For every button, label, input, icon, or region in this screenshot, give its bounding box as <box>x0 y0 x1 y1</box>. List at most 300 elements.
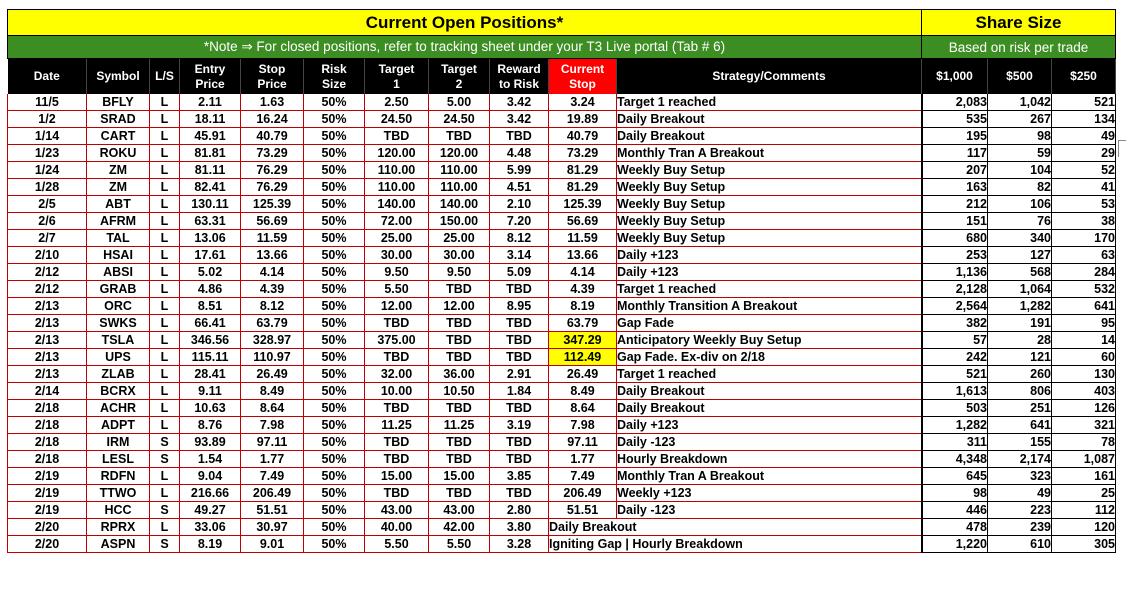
cell-ls: S <box>150 536 180 553</box>
cell-stop-price: 4.14 <box>241 264 304 281</box>
cell-target-2: 140.00 <box>429 196 490 213</box>
cell-size-500: 340 <box>988 230 1052 247</box>
cell-target-1: 9.50 <box>365 264 429 281</box>
cell-current-stop: 8.19 <box>549 298 617 315</box>
cell-symbol: GRAB <box>87 281 150 298</box>
cell-size-1000: 645 <box>922 468 988 485</box>
table-row <box>8 162 1116 179</box>
cell-date: 2/13 <box>8 366 87 383</box>
cell-reward-to-risk: 3.14 <box>490 247 549 264</box>
cell-target-2: 110.00 <box>429 179 490 196</box>
cell-reward-to-risk: 2.91 <box>490 366 549 383</box>
cell-stop-price: 8.12 <box>241 298 304 315</box>
cell-size-500: 106 <box>988 196 1052 213</box>
cell-size-250: 130 <box>1052 366 1116 383</box>
cell-target-2: 11.25 <box>429 417 490 434</box>
cell-target-2: TBD <box>429 281 490 298</box>
table-row <box>8 264 1116 281</box>
cell-current-stop: 26.49 <box>549 366 617 383</box>
cell-target-1: 43.00 <box>365 502 429 519</box>
cell-size-500: 806 <box>988 383 1052 400</box>
cell-risk-size: 50% <box>304 281 365 298</box>
cell-stop-price: 51.51 <box>241 502 304 519</box>
cell-size-1000: 212 <box>922 196 988 213</box>
cell-current-stop: 347.29 <box>549 332 617 349</box>
cell-reward-to-risk: 3.80 <box>490 519 549 536</box>
cell-strategy: Daily +123 <box>617 417 922 434</box>
header-t2-line1: Target <box>441 61 477 76</box>
cell-target-1: 25.00 <box>365 230 429 247</box>
cell-symbol: SRAD <box>87 111 150 128</box>
cell-size-500: 251 <box>988 400 1052 417</box>
cell-size-250: 161 <box>1052 468 1116 485</box>
cell-current-stop: 7.49 <box>549 468 617 485</box>
cell-strategy: Monthly Transition A Breakout <box>617 298 922 315</box>
cell-size-1000: 521 <box>922 366 988 383</box>
cell-entry-price: 8.76 <box>180 417 241 434</box>
cell-reward-to-risk: 5.09 <box>490 264 549 281</box>
cell-symbol: ASPN <box>87 536 150 553</box>
cell-reward-to-risk: 8.12 <box>490 230 549 247</box>
cell-size-1000: 117 <box>922 145 988 162</box>
cell-entry-price: 63.31 <box>180 213 241 230</box>
share-size-title: Share Size <box>922 10 1116 36</box>
cell-date: 2/7 <box>8 230 87 247</box>
cell-entry-price: 93.89 <box>180 434 241 451</box>
cell-size-250: 29 <box>1052 145 1116 162</box>
cell-size-1000: 163 <box>922 179 988 196</box>
header-stop-price <box>241 59 304 95</box>
cell-current-stop: 19.89 <box>549 111 617 128</box>
cell-strategy: Igniting Gap | Hourly Breakdown <box>549 536 922 553</box>
cell-size-1000: 503 <box>922 400 988 417</box>
cell-date: 1/28 <box>8 179 87 196</box>
cell-target-2: TBD <box>429 332 490 349</box>
cell-size-500: 98 <box>988 128 1052 145</box>
cell-entry-price: 9.11 <box>180 383 241 400</box>
cell-ls: L <box>150 315 180 332</box>
cell-target-1: 110.00 <box>365 162 429 179</box>
cell-target-1: 5.50 <box>365 536 429 553</box>
table-row <box>8 196 1116 213</box>
table-row <box>8 94 1116 111</box>
cell-size-500: 104 <box>988 162 1052 179</box>
cell-strategy: Weekly Buy Setup <box>617 213 922 230</box>
cell-risk-size: 50% <box>304 94 365 111</box>
cell-current-stop: 40.79 <box>549 128 617 145</box>
cell-ls: L <box>150 247 180 264</box>
cell-symbol: IRM <box>87 434 150 451</box>
cell-stop-price: 97.11 <box>241 434 304 451</box>
cell-size-1000: 535 <box>922 111 988 128</box>
table-row <box>8 298 1116 315</box>
cell-size-500: 267 <box>988 111 1052 128</box>
cell-current-stop: 4.39 <box>549 281 617 298</box>
cell-symbol: ABT <box>87 196 150 213</box>
cell-stop-price: 1.77 <box>241 451 304 468</box>
cell-entry-price: 8.51 <box>180 298 241 315</box>
cell-size-250: 521 <box>1052 94 1116 111</box>
cell-stop-price: 76.29 <box>241 179 304 196</box>
cell-size-1000: 680 <box>922 230 988 247</box>
cell-reward-to-risk: 2.80 <box>490 502 549 519</box>
cell-target-2: 150.00 <box>429 213 490 230</box>
header-target-2 <box>429 59 490 95</box>
cell-size-250: 321 <box>1052 417 1116 434</box>
cell-strategy: Daily Breakout <box>617 400 922 417</box>
cell-target-1: 375.00 <box>365 332 429 349</box>
cell-size-500: 49 <box>988 485 1052 502</box>
cell-symbol: ACHR <box>87 400 150 417</box>
cell-reward-to-risk: TBD <box>490 315 549 332</box>
cell-size-500: 260 <box>988 366 1052 383</box>
cell-risk-size: 50% <box>304 434 365 451</box>
cell-strategy: Weekly Buy Setup <box>617 162 922 179</box>
cell-strategy: Weekly Buy Setup <box>617 179 922 196</box>
cell-target-2: 43.00 <box>429 502 490 519</box>
table-row <box>8 111 1116 128</box>
cell-target-2: 5.00 <box>429 94 490 111</box>
cell-size-500: 82 <box>988 179 1052 196</box>
cell-symbol: AFRM <box>87 213 150 230</box>
header-risk-size <box>304 59 365 95</box>
cell-size-250: 641 <box>1052 298 1116 315</box>
cell-risk-size: 50% <box>304 298 365 315</box>
cell-reward-to-risk: 1.84 <box>490 383 549 400</box>
cell-current-stop: 63.79 <box>549 315 617 332</box>
table-row <box>8 145 1116 162</box>
cell-size-1000: 311 <box>922 434 988 451</box>
cell-size-250: 60 <box>1052 349 1116 366</box>
cell-strategy: Daily Breakout <box>617 111 922 128</box>
cell-size-250: 112 <box>1052 502 1116 519</box>
share-size-note: Based on risk per trade <box>922 36 1116 59</box>
header-cs-line1: Current <box>560 61 605 76</box>
cell-entry-price: 17.61 <box>180 247 241 264</box>
cell-size-500: 223 <box>988 502 1052 519</box>
cell-date: 2/13 <box>8 349 87 366</box>
cell-ls: L <box>150 230 180 247</box>
cell-ls: L <box>150 128 180 145</box>
table-row <box>8 281 1116 298</box>
cell-symbol: ZM <box>87 179 150 196</box>
table-row <box>8 451 1116 468</box>
cell-target-2: 25.00 <box>429 230 490 247</box>
cell-date: 2/18 <box>8 417 87 434</box>
cell-target-1: TBD <box>365 485 429 502</box>
cell-ls: L <box>150 519 180 536</box>
cell-size-250: 41 <box>1052 179 1116 196</box>
cell-entry-price: 2.11 <box>180 94 241 111</box>
cell-size-250: 305 <box>1052 536 1116 553</box>
table-row <box>8 502 1116 519</box>
cell-stop-price: 8.64 <box>241 400 304 417</box>
cell-stop-price: 9.01 <box>241 536 304 553</box>
cell-size-250: 134 <box>1052 111 1116 128</box>
cell-target-2: TBD <box>429 400 490 417</box>
cell-entry-price: 81.81 <box>180 145 241 162</box>
cell-strategy: Gap Fade <box>617 315 922 332</box>
cell-target-2: 110.00 <box>429 162 490 179</box>
cell-entry-price: 66.41 <box>180 315 241 332</box>
cell-date: 2/10 <box>8 247 87 264</box>
cell-symbol: HCC <box>87 502 150 519</box>
cell-size-250: 95 <box>1052 315 1116 332</box>
cell-symbol: RDFN <box>87 468 150 485</box>
cell-symbol: BFLY <box>87 94 150 111</box>
header-rr-line1: Reward <box>497 61 541 76</box>
cell-strategy: Daily -123 <box>617 434 922 451</box>
cell-size-500: 641 <box>988 417 1052 434</box>
cell-entry-price: 346.56 <box>180 332 241 349</box>
cell-reward-to-risk: 3.19 <box>490 417 549 434</box>
cell-risk-size: 50% <box>304 111 365 128</box>
cell-stop-price: 7.49 <box>241 468 304 485</box>
table-title: Current Open Positions* <box>8 10 922 36</box>
cell-size-1000: 478 <box>922 519 988 536</box>
cell-size-250: 1,087 <box>1052 451 1116 468</box>
cell-size-1000: 2,083 <box>922 94 988 111</box>
cell-risk-size: 50% <box>304 502 365 519</box>
cell-reward-to-risk: TBD <box>490 128 549 145</box>
cell-size-250: 49 <box>1052 128 1116 145</box>
cell-reward-to-risk: 3.28 <box>490 536 549 553</box>
cell-risk-size: 50% <box>304 128 365 145</box>
cell-entry-price: 1.54 <box>180 451 241 468</box>
cell-strategy: Gap Fade. Ex-div on 2/18 <box>617 349 922 366</box>
cell-entry-price: 4.86 <box>180 281 241 298</box>
cell-entry-price: 49.27 <box>180 502 241 519</box>
cell-entry-price: 81.11 <box>180 162 241 179</box>
cell-stop-price: 1.63 <box>241 94 304 111</box>
cell-ls: L <box>150 179 180 196</box>
cell-stop-price: 73.29 <box>241 145 304 162</box>
cell-target-1: 24.50 <box>365 111 429 128</box>
cell-entry-price: 82.41 <box>180 179 241 196</box>
cell-stop-price: 16.24 <box>241 111 304 128</box>
cell-ls: L <box>150 400 180 417</box>
note-text: *Note ⇒ For closed positions, refer to tracking sheet under your T3 Live portal (Tab # 6) <box>8 36 922 59</box>
cell-size-1000: 195 <box>922 128 988 145</box>
cell-symbol: ABSI <box>87 264 150 281</box>
cell-reward-to-risk: TBD <box>490 485 549 502</box>
cell-date: 2/5 <box>8 196 87 213</box>
cell-target-1: TBD <box>365 349 429 366</box>
cell-symbol: ADPT <box>87 417 150 434</box>
cell-strategy: Daily +123 <box>617 247 922 264</box>
cell-risk-size: 50% <box>304 451 365 468</box>
cell-date: 1/24 <box>8 162 87 179</box>
cell-date: 2/20 <box>8 519 87 536</box>
cell-strategy: Daily -123 <box>617 502 922 519</box>
cell-entry-price: 45.91 <box>180 128 241 145</box>
table-row <box>8 128 1116 145</box>
cell-symbol: UPS <box>87 349 150 366</box>
cell-target-1: 2.50 <box>365 94 429 111</box>
cell-current-stop: 8.49 <box>549 383 617 400</box>
cell-risk-size: 50% <box>304 162 365 179</box>
cell-reward-to-risk: 3.85 <box>490 468 549 485</box>
cell-date: 2/19 <box>8 502 87 519</box>
table-row <box>8 417 1116 434</box>
cell-size-1000: 382 <box>922 315 988 332</box>
header-symbol: Symbol <box>87 59 150 95</box>
cell-reward-to-risk: 3.42 <box>490 111 549 128</box>
cell-symbol: RPRX <box>87 519 150 536</box>
table-row <box>8 485 1116 502</box>
cell-date: 2/13 <box>8 298 87 315</box>
header-risk-line1: Risk <box>321 61 347 76</box>
cell-target-1: TBD <box>365 128 429 145</box>
cell-target-2: 10.50 <box>429 383 490 400</box>
cell-current-stop: 51.51 <box>549 502 617 519</box>
cell-size-1000: 253 <box>922 247 988 264</box>
cell-reward-to-risk: TBD <box>490 332 549 349</box>
cell-ls: L <box>150 349 180 366</box>
cell-date: 2/18 <box>8 434 87 451</box>
header-date: Date <box>8 59 87 95</box>
cell-target-1: 12.00 <box>365 298 429 315</box>
table-row <box>8 349 1116 366</box>
cell-date: 2/19 <box>8 485 87 502</box>
cell-reward-to-risk: TBD <box>490 451 549 468</box>
cell-target-2: 120.00 <box>429 145 490 162</box>
cell-target-1: 120.00 <box>365 145 429 162</box>
cell-target-1: 40.00 <box>365 519 429 536</box>
cell-risk-size: 50% <box>304 366 365 383</box>
header-t1-line1: Target <box>378 61 415 76</box>
cell-size-500: 1,282 <box>988 298 1052 315</box>
cell-ls: L <box>150 94 180 111</box>
cell-strategy: Daily Breakout <box>617 383 922 400</box>
cell-strategy: Target 1 reached <box>617 366 922 383</box>
cell-strategy: Daily +123 <box>617 264 922 281</box>
cell-size-1000: 4,348 <box>922 451 988 468</box>
cell-target-2: TBD <box>429 485 490 502</box>
cell-ls: L <box>150 383 180 400</box>
cell-target-1: 72.00 <box>365 213 429 230</box>
cell-target-1: 10.00 <box>365 383 429 400</box>
cell-symbol: ZM <box>87 162 150 179</box>
cell-date: 2/13 <box>8 332 87 349</box>
cell-risk-size: 50% <box>304 213 365 230</box>
header-entry-line2: Price <box>195 76 225 91</box>
cell-stop-price: 76.29 <box>241 162 304 179</box>
cell-size-1000: 207 <box>922 162 988 179</box>
cell-size-1000: 151 <box>922 213 988 230</box>
cell-strategy: Monthly Tran A Breakout <box>617 468 922 485</box>
cell-size-250: 38 <box>1052 213 1116 230</box>
table-row <box>8 315 1116 332</box>
cell-size-1000: 242 <box>922 349 988 366</box>
cell-size-500: 568 <box>988 264 1052 281</box>
cell-size-1000: 2,128 <box>922 281 988 298</box>
header-stop-line2: Price <box>257 76 287 91</box>
cell-symbol: ZLAB <box>87 366 150 383</box>
header-stop-line1: Stop <box>258 61 286 76</box>
cell-date: 2/19 <box>8 468 87 485</box>
cell-symbol: ROKU <box>87 145 150 162</box>
cell-ls: S <box>150 434 180 451</box>
cell-ls: L <box>150 196 180 213</box>
cell-date: 2/6 <box>8 213 87 230</box>
cell-ls: L <box>150 162 180 179</box>
cell-size-500: 191 <box>988 315 1052 332</box>
cell-current-stop: 4.14 <box>549 264 617 281</box>
cell-symbol: CART <box>87 128 150 145</box>
cell-ls: L <box>150 468 180 485</box>
cell-current-stop: 81.29 <box>549 179 617 196</box>
cell-entry-price: 216.66 <box>180 485 241 502</box>
column-headers <box>8 59 1116 95</box>
cell-stop-price: 4.39 <box>241 281 304 298</box>
cell-symbol: LESL <box>87 451 150 468</box>
cell-size-1000: 1,136 <box>922 264 988 281</box>
cell-strategy: Weekly +123 <box>617 485 922 502</box>
cell-reward-to-risk: TBD <box>490 281 549 298</box>
cell-size-1000: 1,613 <box>922 383 988 400</box>
table-row <box>8 179 1116 196</box>
cell-stop-price: 125.39 <box>241 196 304 213</box>
cell-current-stop: 56.69 <box>549 213 617 230</box>
cell-size-500: 155 <box>988 434 1052 451</box>
cell-size-500: 127 <box>988 247 1052 264</box>
cell-target-1: 15.00 <box>365 468 429 485</box>
cell-size-500: 59 <box>988 145 1052 162</box>
cell-ls: L <box>150 298 180 315</box>
header-entry-price <box>180 59 241 95</box>
cell-stop-price: 13.66 <box>241 247 304 264</box>
cell-strategy: Target 1 reached <box>617 281 922 298</box>
cell-ls: L <box>150 366 180 383</box>
cell-current-stop: 7.98 <box>549 417 617 434</box>
cell-strategy: Hourly Breakdown <box>617 451 922 468</box>
cell-ls: L <box>150 213 180 230</box>
cell-date: 2/14 <box>8 383 87 400</box>
cell-ls: S <box>150 502 180 519</box>
cell-size-500: 323 <box>988 468 1052 485</box>
cell-target-2: TBD <box>429 315 490 332</box>
cell-size-250: 53 <box>1052 196 1116 213</box>
cell-risk-size: 50% <box>304 417 365 434</box>
cell-target-1: TBD <box>365 434 429 451</box>
table-row <box>8 400 1116 417</box>
cell-date: 2/18 <box>8 451 87 468</box>
cell-target-1: 32.00 <box>365 366 429 383</box>
header-size-500: $500 <box>988 59 1052 95</box>
cell-risk-size: 50% <box>304 536 365 553</box>
cell-risk-size: 50% <box>304 247 365 264</box>
cell-target-1: 11.25 <box>365 417 429 434</box>
cell-stop-price: 56.69 <box>241 213 304 230</box>
header-size-250: $250 <box>1052 59 1116 95</box>
cell-ls: L <box>150 281 180 298</box>
cell-reward-to-risk: TBD <box>490 349 549 366</box>
cell-stop-price: 206.49 <box>241 485 304 502</box>
cell-stop-price: 11.59 <box>241 230 304 247</box>
cell-entry-price: 130.11 <box>180 196 241 213</box>
cell-size-250: 126 <box>1052 400 1116 417</box>
cell-size-1000: 57 <box>922 332 988 349</box>
header-size-1000: $1,000 <box>922 59 988 95</box>
cell-entry-price: 8.19 <box>180 536 241 553</box>
cell-current-stop: 81.29 <box>549 162 617 179</box>
cell-target-2: TBD <box>429 451 490 468</box>
column-edge-marker <box>1118 140 1126 157</box>
cell-entry-price: 13.06 <box>180 230 241 247</box>
cell-target-2: 24.50 <box>429 111 490 128</box>
cell-risk-size: 50% <box>304 468 365 485</box>
